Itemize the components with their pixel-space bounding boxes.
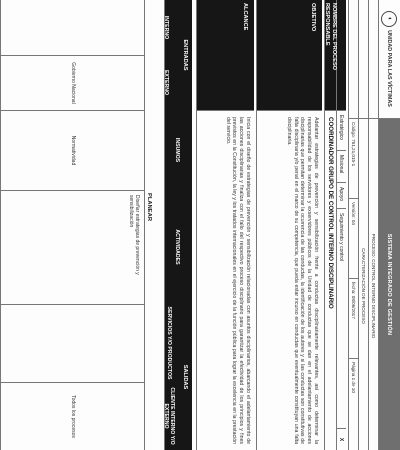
- responsible-label: NOMBRE DEL PROCESO RESPONSABLE: [324, 3, 338, 71]
- table-header-bottom: [163, 0, 181, 450]
- interno-header: INTERNO: [163, 15, 170, 40]
- objective-row: [256, 0, 322, 450]
- type-option-apoyo: Apoyo: [337, 182, 346, 205]
- row1-externo: Gobierno Nacional: [1, 55, 144, 110]
- type-option-misional: Misional: [337, 150, 346, 177]
- type-option-seguimiento: Seguimiento y control: [337, 208, 346, 428]
- objective-label: OBJETIVO: [310, 3, 316, 32]
- type-row: [336, 0, 346, 450]
- doc-page: Página 1 de 10: [349, 358, 358, 450]
- row1-productos: [1, 304, 144, 382]
- type-marked: X: [337, 428, 346, 450]
- row1-interno: [1, 0, 144, 55]
- objective-text: Adelantar estrategias de prevención y sensibilización frente a conductas disciplinariamente relevantes, así como determinar la responsabilidad de los servidores y exservidores públicos de la Unidad de conductas que se dan en el adelantamiento de acciones disciplinarias que permitan determinar la ocurrencia de las conductas, la identificación de los autores y si las conductas son constitutivas de falta disciplinaria y/o penal en el marco de su competencia, que pueda estar incurso en conductas que eventualmente constituyan una falta disciplinaria.: [257, 110, 322, 450]
- cliente-header: CLIENTE INTERNO Y/O EXTERNO: [163, 387, 176, 445]
- responsible-block: [325, 0, 336, 110]
- logo-mark-icon: ◐: [382, 11, 398, 27]
- responsible-label-top: [337, 0, 346, 110]
- externo-header: EXTERNO: [163, 69, 170, 96]
- scope-block: [197, 0, 254, 110]
- process-label: PROCESO: CONTROL INTERNO DISCIPLINARIO: [369, 118, 378, 450]
- productos-header: SERVICIOS Y/O PRODUCTOS: [166, 306, 173, 380]
- system-title: SISTEMA INTEGRADO DE GESTIÓN: [379, 118, 400, 450]
- doc-title: CARACTERIZACIÓN DE PROCESO: [359, 118, 368, 450]
- process-name: COORDINADOR GRUPO DE CONTROL INTERNO DISCIPLINARIO: [325, 110, 336, 450]
- phase-label: PLANEAR: [146, 192, 153, 222]
- insumos-header: INSUMOS: [174, 137, 181, 163]
- process-name-row: [324, 0, 336, 450]
- row1-actividad: Diseñar estrategias de prevención y sensibilización: [1, 190, 144, 304]
- logo: [379, 0, 400, 118]
- meta-row: [348, 0, 358, 450]
- scope-label: ALCANCE: [242, 3, 248, 31]
- process-row: [368, 0, 378, 450]
- doc-version: Versión: 04: [349, 198, 358, 278]
- header-row: [378, 0, 400, 450]
- objective-block: [257, 0, 322, 110]
- row1-insumo: Normatividad: [1, 110, 144, 190]
- doc-code: Código: 761,21,015-1: [349, 118, 358, 198]
- scope-row: [196, 0, 254, 450]
- salidas-header: SALIDAS: [182, 364, 188, 390]
- doc-date: fecha: 08/06/2017: [349, 278, 358, 358]
- doc-title-row: [358, 0, 368, 450]
- table-row: [0, 0, 144, 450]
- row1-cliente: Todos los procesos: [1, 382, 144, 450]
- actividades-header: ACTIVIDADES: [174, 229, 181, 265]
- logo-text: UNIDAD PARA LAS VÍCTIMAS: [386, 30, 393, 107]
- phase-row: [144, 0, 154, 450]
- entradas-header: ENTRADAS: [182, 39, 188, 71]
- type-option-estrategico: Estratégico: [337, 110, 346, 144]
- scope-text: Inicia con el diseño de estrategias de prevención y sensibilización relacionadas con asuntos disciplinarios, abarcando el adelantamiento de las acciones disciplinarias y finaliza con el fallo del respectivo proceso disciplinario para garantizar la efectividad de los principios y fines previstos en la Constitución, la ley y los tratados internacionales en el ejercicio de la función pública para lograr la excelencia en la prestación del servicio.: [197, 110, 254, 450]
